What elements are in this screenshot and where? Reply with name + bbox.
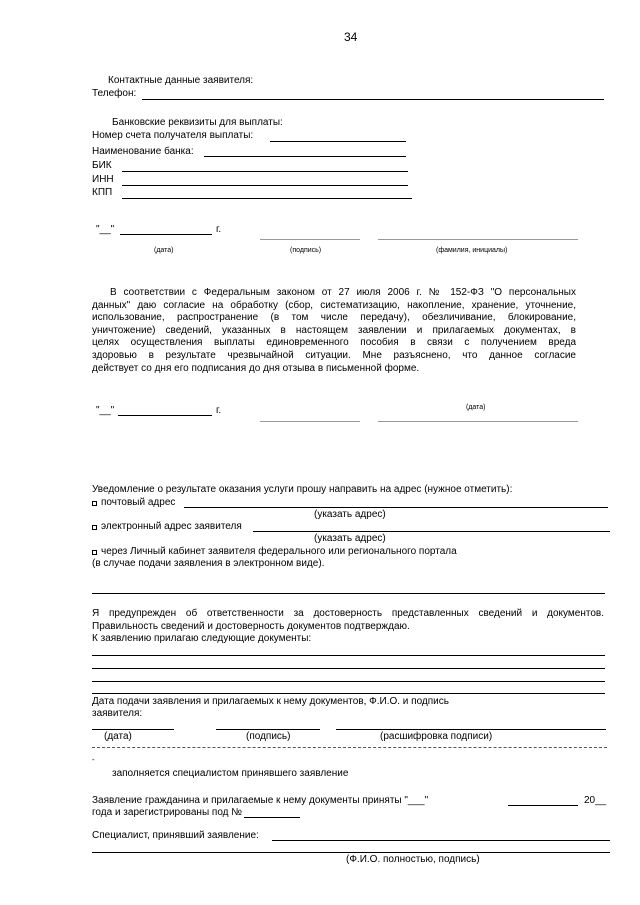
- email-label: электронный адрес заявителя: [101, 521, 242, 532]
- sign1-year-suffix: г.: [216, 224, 222, 235]
- notification-heading: Уведомление о результате оказания услуги прошу направить на адрес (нужное отметить):: [92, 484, 513, 495]
- responsibility-paragraph: [92, 608, 604, 633]
- attach-label: К заявлению прилагаю следующие документы:: [92, 633, 312, 644]
- sign1-signature-field[interactable]: [260, 239, 360, 240]
- submission-caption-signature: (подпись): [246, 731, 291, 742]
- consent-line: данных" даю согласие на обработку (сбор, систематизацию, накопление, хранение, уточнение,: [92, 299, 576, 311]
- sign2-year-suffix: г.: [216, 405, 222, 416]
- address-hint: (указать адрес): [314, 533, 386, 544]
- registration-number-field[interactable]: [244, 817, 300, 818]
- submission-date-field[interactable]: [92, 729, 174, 730]
- kpp-label: КПП: [92, 187, 113, 198]
- cabinet-checkbox[interactable]: [92, 550, 97, 555]
- accepted-line1: Заявление гражданина и прилагаемые к нему документы приняты "___": [92, 795, 429, 806]
- consent-paragraph: [92, 287, 576, 375]
- account-label: Номер счета получателя выплаты:: [92, 130, 254, 141]
- kpp-field[interactable]: [122, 198, 412, 199]
- received-by-field[interactable]: [272, 840, 610, 841]
- postal-address-field[interactable]: [184, 507, 608, 508]
- email-address-field[interactable]: [253, 531, 610, 532]
- phone-field[interactable]: [142, 99, 604, 100]
- sign1-caption-date: (дата): [154, 247, 174, 254]
- sign2-signature-field[interactable]: [260, 421, 360, 422]
- inn-field[interactable]: [122, 185, 408, 186]
- submission-line2: заявителя:: [92, 708, 143, 719]
- attachment-line[interactable]: [92, 668, 605, 669]
- inn-label: ИНН: [92, 174, 114, 185]
- consent-line: действует со дня его подписания до дня отзыва в письменной форме.: [92, 362, 420, 374]
- cabinet-note: (в случае подачи заявления в электронном виде).: [92, 558, 325, 569]
- sign1-date-field[interactable]: [120, 234, 212, 235]
- sign1-caption-name: (фамилия, инициалы): [436, 247, 508, 254]
- consent-line: использование, распространение (в том числе передачу), обезличивание, блокирование,: [92, 312, 576, 324]
- sign1-caption-signature: (подпись): [290, 247, 322, 254]
- attachment-line[interactable]: [92, 693, 605, 694]
- postal-checkbox[interactable]: [92, 501, 97, 506]
- address-hint: (указать адрес): [314, 509, 386, 520]
- consent-line: В соответствии с Федеральным законом от 27 июля 2006 г. № 152-ФЗ "О персональных: [110, 287, 576, 298]
- bik-label: БИК: [92, 160, 112, 171]
- sign2-date-prefix: "__": [96, 405, 115, 416]
- bank-name-label: Наименование банка:: [92, 146, 194, 157]
- cut-line: [92, 747, 607, 748]
- sign2-caption-date: (дата): [466, 404, 486, 411]
- phone-label: Телефон:: [92, 88, 137, 99]
- cabinet-label: через Личный кабинет заявителя федерального или регионального портала: [101, 546, 457, 557]
- notification-extra-line[interactable]: [92, 593, 605, 594]
- consent-line: целях осуществления выплаты единовременного пособия в связи с получением вреда: [92, 337, 576, 349]
- consent-line: уничтожение) сведений, указанных в настоящем заявлении и прилагаемых документах, в: [92, 324, 576, 336]
- sign1-date-prefix: "__": [96, 224, 115, 235]
- submission-caption-decoding: (расшифровка подписи): [380, 731, 493, 742]
- page-number: 34: [344, 30, 358, 44]
- sign2-date-line[interactable]: [378, 421, 578, 422]
- submission-caption-date: (дата): [104, 731, 132, 742]
- accepted-line2: года и зарегистрированы под №: [92, 807, 243, 818]
- submission-signature-field[interactable]: [216, 729, 320, 730]
- sign1-name-field[interactable]: [378, 239, 578, 240]
- submission-line1: Дата подачи заявления и прилагаемых к нему документов, Ф.И.О. и подпись: [92, 696, 449, 707]
- attachment-line[interactable]: [92, 655, 605, 656]
- accepted-year-prefix: 20__: [584, 795, 607, 806]
- accepted-date-field[interactable]: [508, 805, 578, 806]
- contacts-heading: Контактные данные заявителя:: [108, 75, 254, 86]
- specialist-caption-fio: (Ф.И.О. полностью, подпись): [346, 854, 480, 865]
- received-by-extra-line[interactable]: [92, 852, 610, 853]
- account-field[interactable]: [270, 141, 406, 142]
- submission-decoding-field[interactable]: [336, 729, 606, 730]
- consent-line: здоровью в результате чрезвычайной ситуации. Мне разъяснено, что данное согласие: [92, 349, 576, 361]
- bank-name-field[interactable]: [204, 156, 406, 157]
- bank-heading: Банковские реквизиты для выплаты:: [112, 117, 283, 128]
- attachment-line[interactable]: [92, 681, 605, 682]
- sign2-date-field[interactable]: [118, 415, 212, 416]
- responsibility-line: Я предупрежден об ответственности за достоверность представленных сведений и документов.: [92, 608, 604, 619]
- specialist-marker: -: [92, 755, 95, 764]
- specialist-filled-by: заполняется специалистом принявшего заявление: [112, 768, 349, 779]
- responsibility-line: Правильность сведений и достоверность документов подтверждаю.: [92, 620, 410, 632]
- email-checkbox[interactable]: [92, 525, 97, 530]
- bik-field[interactable]: [122, 171, 408, 172]
- received-by-label: Специалист, принявший заявление:: [92, 830, 259, 841]
- postal-label: почтовый адрес: [101, 497, 176, 508]
